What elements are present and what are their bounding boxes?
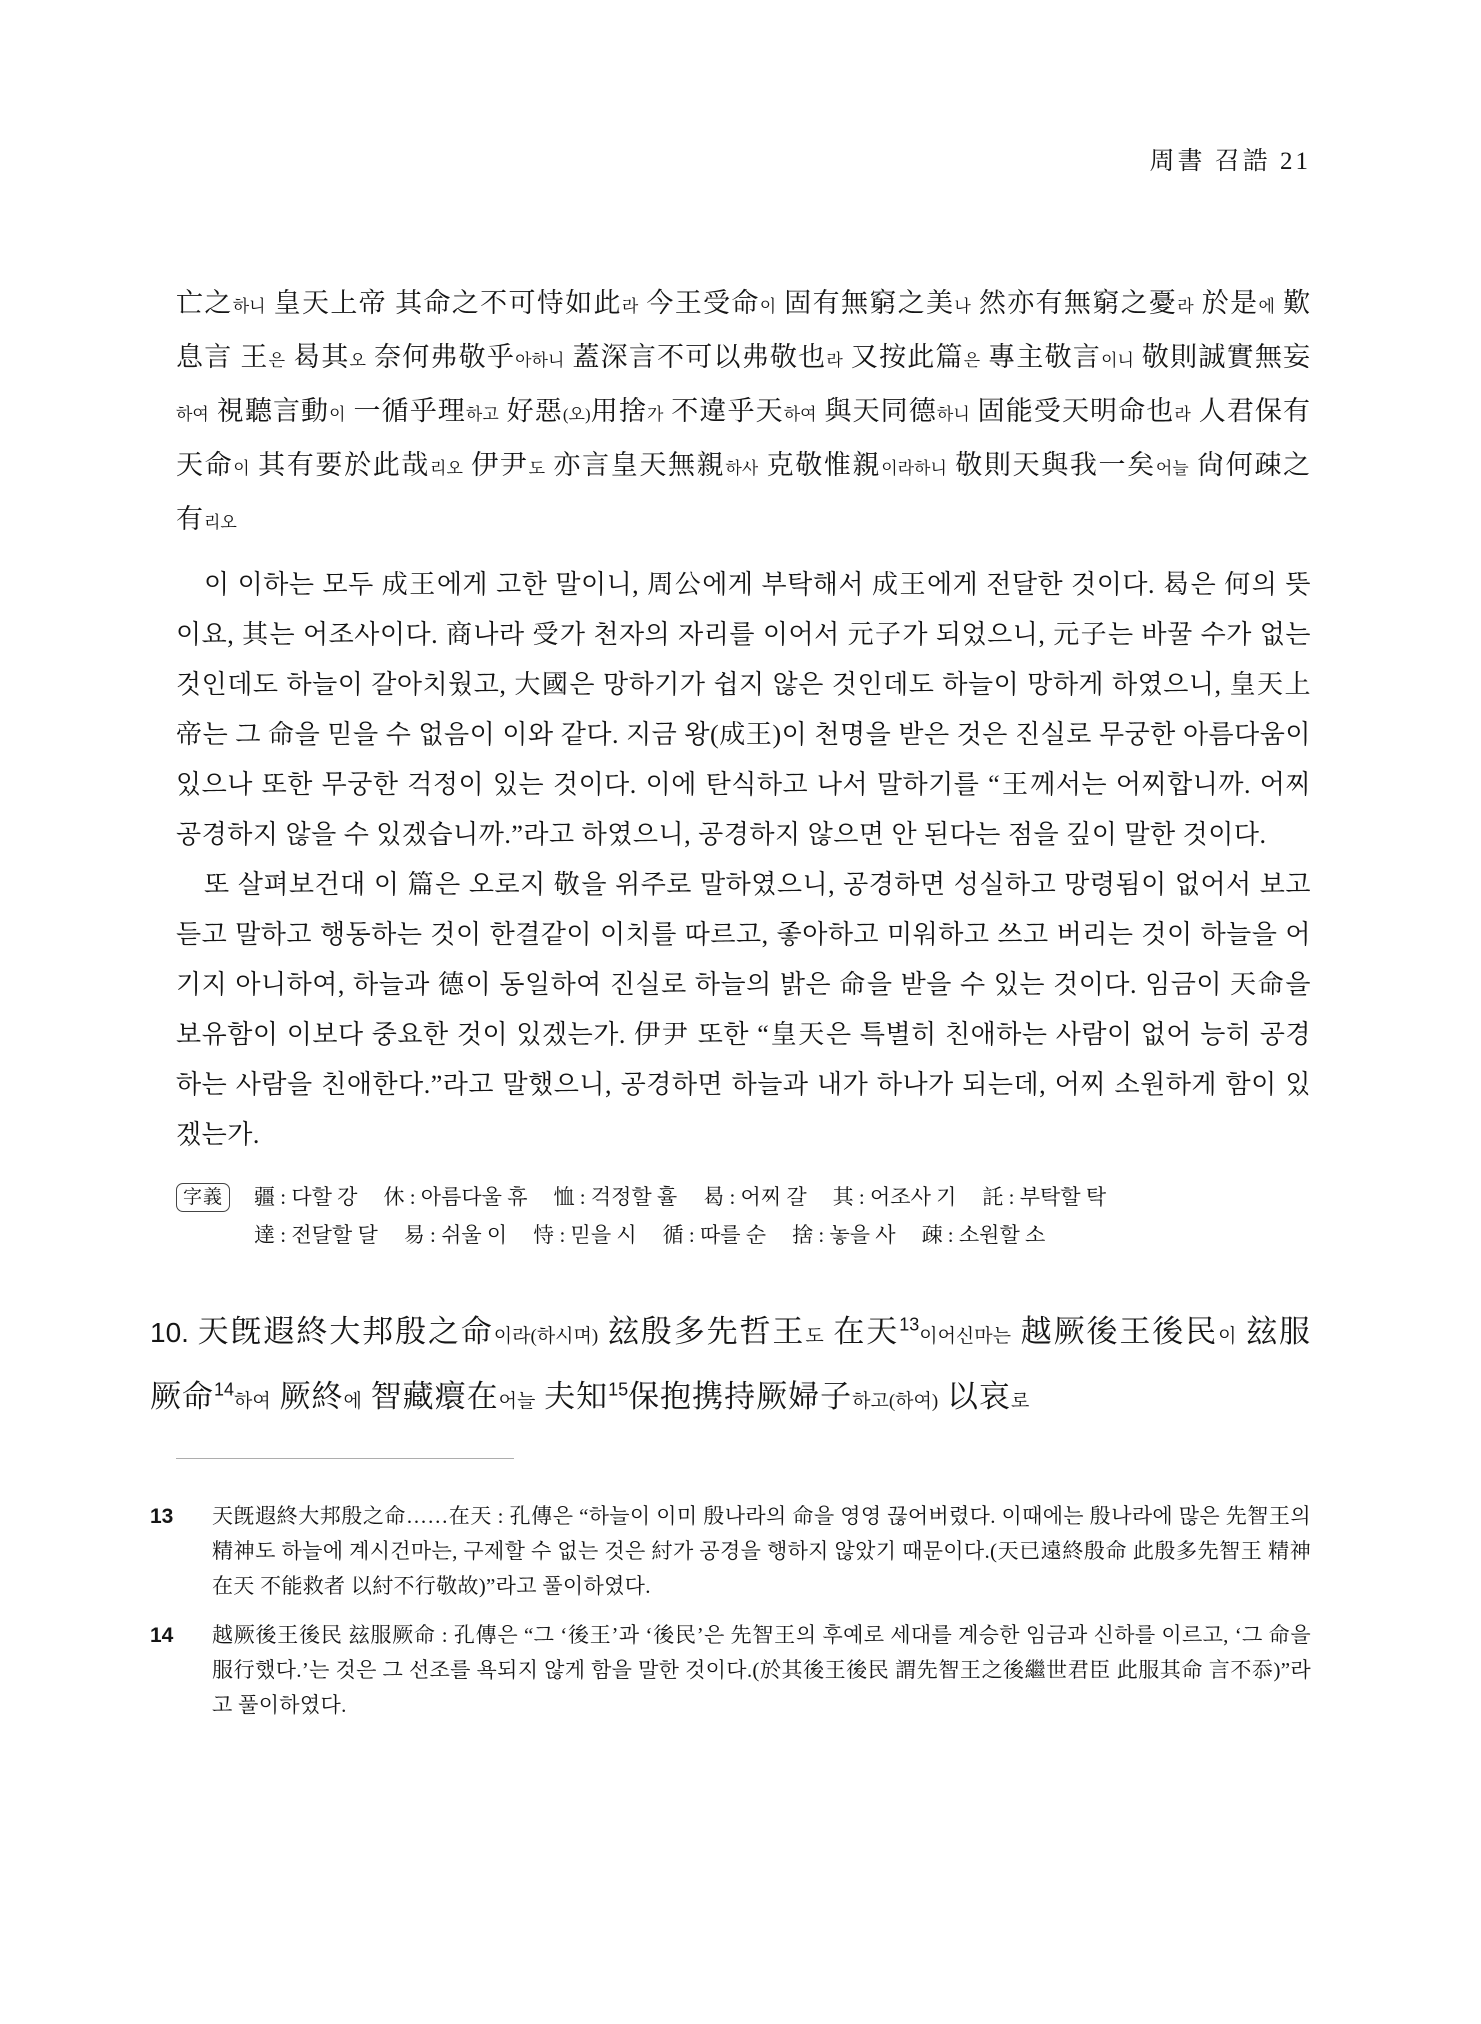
text-run: 用捨 <box>590 396 647 426</box>
text-run: 其有要於此哉 <box>249 450 431 480</box>
footnote-ref: 15 <box>608 1379 629 1400</box>
hangul-tail: 라 <box>826 351 843 370</box>
char-gloss: 循 : 따를 순 <box>662 1223 767 1247</box>
hangul-tail: 이라하니 <box>881 459 947 478</box>
text-run: 固有無窮之美 <box>776 288 955 318</box>
text-run: 不違乎天 <box>663 396 784 426</box>
hangul-tail: 이라(하시며) <box>493 1326 599 1347</box>
hangul-tail: 로 <box>1010 1391 1030 1412</box>
hangul-tail: 하고(하여) <box>852 1391 939 1412</box>
hangul-tail: 하사 <box>725 459 759 478</box>
char-gloss: 達 : 전달할 달 <box>254 1223 378 1247</box>
char-gloss: 易 : 쉬울 이 <box>403 1223 508 1247</box>
passage-10 <box>150 1302 1311 1432</box>
char-gloss: 休 : 아름다울 휴 <box>383 1185 528 1209</box>
char-gloss: 恃 : 믿을 시 <box>533 1223 637 1247</box>
footnotes-block <box>150 1499 1311 1723</box>
text-run: 克敬惟親 <box>758 450 882 480</box>
text-run: 亡之 <box>176 288 233 318</box>
hangul-tail: 에 <box>343 1391 362 1412</box>
hangul-tail: 리오 <box>204 513 237 532</box>
text-run: 奈何弗敬乎 <box>365 342 516 372</box>
hangul-tail: 이어신마는 <box>919 1326 1011 1347</box>
char-gloss: 捨 : 놓을 사 <box>792 1223 896 1247</box>
running-head: 周書 召誥 21 <box>1149 148 1311 175</box>
hangul-tail: 은 <box>268 351 286 370</box>
commentary-block <box>176 278 1311 548</box>
char-gloss: 託 : 부탁할 탁 <box>982 1185 1107 1209</box>
hangul-tail: 오 <box>349 351 366 370</box>
text-run: 曷其 <box>285 342 350 372</box>
text-run: 智藏癏在 <box>361 1379 499 1414</box>
hangul-tail: (오) <box>562 405 591 424</box>
text-run: 今王受命 <box>638 288 760 318</box>
text-run: 以哀 <box>938 1379 1011 1414</box>
text-run: 玆服厥命 <box>150 1314 1312 1414</box>
text-run: 伊尹 <box>462 450 529 480</box>
text-run: 越厥後王後民 <box>1011 1314 1219 1349</box>
text-run: 專主敬言 <box>980 342 1102 372</box>
text-run: 視聽言動 <box>208 396 330 426</box>
text-run: 亦言皇天無親 <box>545 450 726 480</box>
hangul-tail: 하니 <box>936 405 970 424</box>
glossary-row-2 <box>254 1216 1106 1254</box>
hangul-tail: 라 <box>1177 297 1194 316</box>
hangul-tail: 어늘 <box>1155 459 1189 478</box>
text-run: 在天 <box>823 1314 900 1349</box>
text-run: 玆殷多先哲王 <box>598 1314 806 1349</box>
text-run: 歎息言 王 <box>176 288 1312 372</box>
text-run: 保抱携持厥婦子 <box>628 1379 853 1414</box>
char-gloss: 疆 : 다할 강 <box>254 1185 358 1209</box>
text-run: 於是 <box>1193 288 1259 318</box>
hangul-tail: 가 <box>646 405 664 424</box>
hangul-tail: 이 <box>233 459 250 478</box>
text-run: 皇天上帝 其命之不可恃如此 <box>265 288 622 318</box>
glossary-entries <box>254 1178 1106 1254</box>
footnote-divider <box>176 1458 514 1459</box>
char-gloss: 疎 : 소원할 소 <box>921 1223 1046 1247</box>
footnote-text: 天旣遐終大邦殷之命……在天 : 孔傳은 “하늘이 이미 殷나라의 命을 영영 끊어버렸다. 이때에는 殷나라에 많은 先智王의 精神도 하늘에 계시건마는, 구제할 수 없는 것은 紂가 공경을 행하지 않았기 때문이다.(天已遠終殷命 此殷多先智王 精神在天 不能救者 以紂不行敬故)”라고 풀이하였다. <box>212 1504 1311 1598</box>
glossary-section <box>176 1178 1311 1254</box>
hangul-tail: 하니 <box>232 297 266 316</box>
char-gloss: 恤 : 걱정할 휼 <box>553 1185 678 1209</box>
text-run: 敬則誠實無妄 <box>1133 342 1312 372</box>
hangul-tail: 하여 <box>234 1391 271 1412</box>
footnote-number: 14 <box>150 1624 174 1647</box>
hangul-tail: 아하니 <box>515 351 565 370</box>
text-run: 夫知 <box>535 1379 609 1414</box>
glossary-row-1 <box>254 1178 1106 1216</box>
hangul-tail: 나 <box>954 297 971 316</box>
char-gloss: 曷 : 어찌 갈 <box>703 1185 807 1209</box>
hangul-tail: 하여 <box>176 405 209 424</box>
footnote-ref: 13 <box>899 1314 920 1335</box>
text-run: 厥終 <box>270 1379 344 1414</box>
text-run: 與天同德 <box>816 396 937 426</box>
hangul-tail: 은 <box>963 351 981 370</box>
hangul-tail: 어늘 <box>498 1391 536 1412</box>
hangul-tail: 이 <box>759 297 777 316</box>
hangul-tail: 도 <box>528 459 546 478</box>
translation-paragraph-1: 이 이하는 모두 成王에게 고한 말이니, 周公에게 부탁해서 成王에게 전달한 것이다. 曷은 何의 뜻이요, 其는 어조사이다. 商나라 受가 천자의 자리를 이어서 元子가 되었으니, 元子는 바꿀 수가 없는 것인데도 하늘이 갈아치웠고, 大國은 망하기가 쉽지 않은 것인데도 하늘이 망하게 하였으니, 皇天上帝는 그 命을 믿을 수 없음이 이와 같다. 지금 왕(成王)이 천명을 받은 것은 진실로 무궁한 아름다움이 있으나 또한 무궁한 걱정이 있는 것이다. 이에 탄식하고 나서 말하기를 “王께서는 어찌합니까. 어찌 공경하지 않을 수 있겠습니까.”라고 하였으니, 공경하지 않으면 안 된다는 점을 깊이 말한 것이다. <box>176 570 1311 849</box>
hangul-tail: 리오 <box>430 459 463 478</box>
translation-block <box>176 560 1311 1160</box>
text-run: 尙何疎之有 <box>176 450 1312 534</box>
hangul-tail: 이 <box>329 405 346 424</box>
text-run: 固能受天明命也 <box>969 396 1175 426</box>
hangul-tail: 하고 <box>465 405 499 424</box>
text-run: 敬則天與我一矣 <box>946 450 1156 480</box>
hangul-tail: 이니 <box>1101 351 1134 370</box>
footnote-number: 13 <box>150 1505 174 1528</box>
text-run: 蓋深言不可以弗敬也 <box>564 342 827 372</box>
text-run: 又按此篇 <box>842 342 964 372</box>
translation-paragraph-2: 또 살펴보건대 이 篇은 오로지 敬을 위주로 말하였으니, 공경하면 성실하고 망령됨이 없어서 보고 듣고 말하고 행동하는 것이 한결같이 이치를 따르고, 좋아하고 미워하고 쓰고 버리는 것이 하늘을 어기지 아니하여, 하늘과 德이 동일하여 진실로 하늘의 밝은 命을 받을 수 있는 것이다. 임금이 天命을 보유함이 이보다 중요한 것이 있겠는가. 伊尹 또한 “皇天은 특별히 친애하는 사람이 없어 능히 공경하는 사람을 친애한다.”라고 말했으니, 공경하면 하늘과 내가 하나가 되는데, 어찌 소원하게 함이 있겠는가. <box>176 870 1311 1149</box>
hangul-tail: 이 <box>1218 1326 1237 1347</box>
text-run: 10. <box>150 1317 198 1348</box>
text-run: 天旣遐終大邦殷之命 <box>197 1314 494 1349</box>
text-run: 然亦有無窮之憂 <box>970 288 1178 318</box>
footnote-text: 越厥後王後民 玆服厥命 : 孔傳은 “그 ‘後王’과 ‘後民’은 先智王의 후예로 세대를 계승한 임금과 신하를 이르고, ‘그 命을 服行했다.’는 것은 그 선조를 욕되지 않게 함을 말한 것이다.(於其後王後民 謂先智王之後繼世君臣 此服其命 言不忝)”라고 풀이하였다. <box>212 1623 1311 1717</box>
hangul-tail: 도 <box>805 1326 824 1347</box>
hangul-tail: 라 <box>1174 405 1191 424</box>
hangul-tail: 에 <box>1258 297 1275 316</box>
text-run: 一循乎理 <box>345 396 466 426</box>
text-run: 人君保有天命 <box>176 396 1312 480</box>
glossary-label: 字義 <box>176 1183 230 1212</box>
text-run: 好惡 <box>498 396 563 426</box>
footnote-item-14 <box>150 1618 1311 1723</box>
hangul-tail: 하여 <box>783 405 817 424</box>
char-gloss: 其 : 어조사 기 <box>832 1185 957 1209</box>
footnote-item-13 <box>150 1499 1311 1604</box>
hangul-tail: 라 <box>621 297 639 316</box>
footnote-ref: 14 <box>214 1379 235 1400</box>
